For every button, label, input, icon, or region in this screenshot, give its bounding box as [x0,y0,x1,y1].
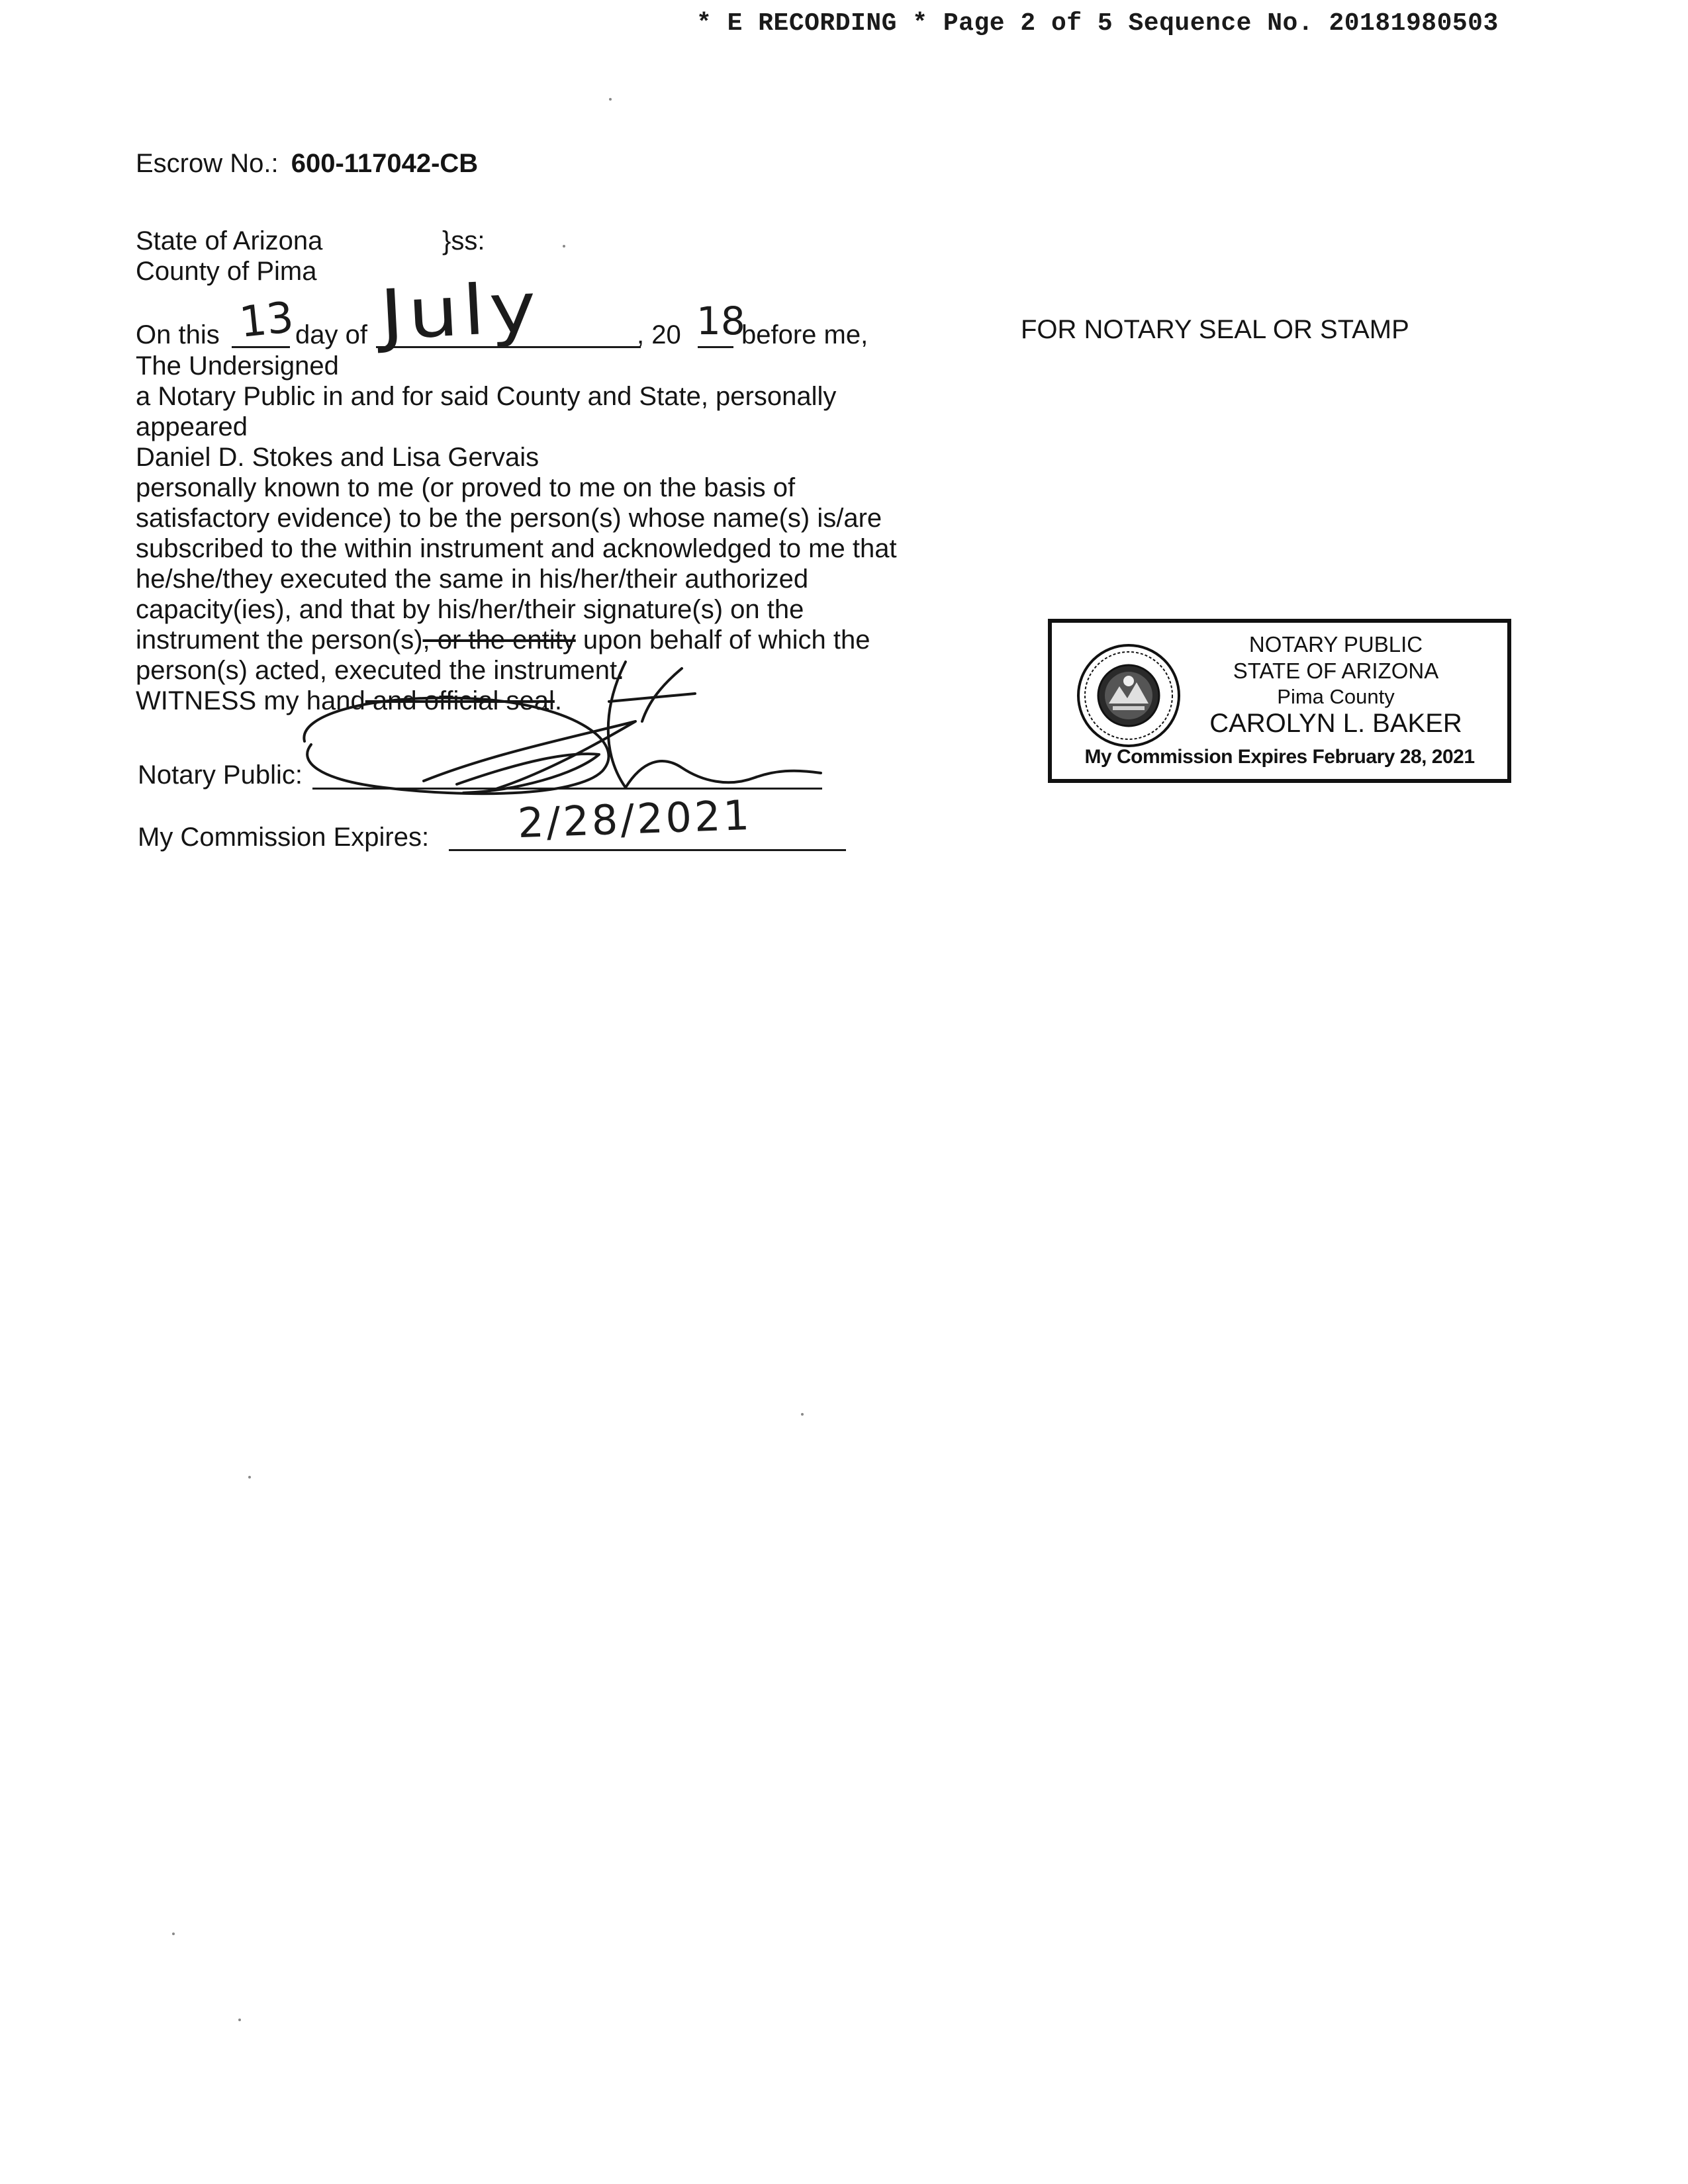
witness-start: WITNESS my [136,686,306,715]
before-me-label: before me, [741,320,868,349]
ack-line-8-struck: , or the entity [422,625,576,655]
commission-handwritten: 2/28/2021 [516,790,753,848]
escrow-number: 600-117042-CB [291,149,479,178]
notary-public-label: Notary Public: [138,760,303,790]
stamp-notary-name: CAROLYN L. BAKER [1209,709,1462,738]
scan-speck [801,1413,804,1416]
venue-state: State of Arizona [136,226,323,255]
day-blank [232,346,290,348]
year-prefix: , 20 [637,320,681,349]
day-handwritten: 13 [237,293,297,348]
seal-area-label: FOR NOTARY SEAL OR STAMP [1021,315,1409,344]
notary-name-line: The Undersigned [136,351,339,381]
stamp-county: Pima County [1277,685,1395,708]
ack-line-4: satisfactory evidence) to be the person(s) whose name(s) is/are [136,504,882,533]
witness-hand: hand [306,686,365,715]
month-handwritten: July [378,266,543,356]
ack-line-3: personally known to me (or proved to me on the basis of [136,473,796,502]
witness-end: . [554,686,563,715]
escrow-label: Escrow No.: [136,149,279,178]
ack-line-7: capacity(ies), and that by his/her/their signature(s) on the [136,595,804,624]
scan-speck [238,2019,241,2021]
notary-stamp [1048,619,1511,783]
ack-line-6: he/she/they executed the same in his/her/their authorized [136,565,809,594]
recording-header: * E RECORDING * Page 2 of 5 Sequence No. 20181980503 [696,9,1499,38]
stamp-title: NOTARY PUBLIC [1248,632,1423,657]
ack-line-8-start: instrument the person(s) [136,625,423,655]
escrow-line [136,148,478,179]
commission-line [449,849,846,851]
venue-ss: }ss: [442,226,485,255]
ack-line-8-end: upon behalf of which the [575,625,870,655]
stamp-state: STATE OF ARIZONA [1233,659,1439,683]
ack-line-1: a Notary Public in and for said County and State, personally [136,382,837,411]
commission-label: My Commission Expires: [138,823,430,852]
on-this-label: On this [136,320,220,349]
stamp-expiration: My Commission Expires February 28, 2021 [1084,746,1475,768]
scan-speck [248,1476,251,1479]
ack-line-5: subscribed to the within instrument and acknowledged to me that [136,534,897,563]
scan-speck [172,1933,175,1935]
venue-county: County of Pima [136,257,317,286]
day-of-label: day of [295,320,367,349]
year-handwritten: 18 [696,298,745,343]
notary-signature [291,622,834,807]
witness-struck: and official seal [365,686,555,715]
ack-line-9: person(s) acted, executed the instrument. [136,656,625,685]
year-blank [698,346,733,348]
scan-speck [609,98,612,101]
scan-speck [563,245,565,248]
parties-line: Daniel D. Stokes and Lisa Gervais [136,443,539,472]
ack-line-2: appeared [136,412,248,441]
